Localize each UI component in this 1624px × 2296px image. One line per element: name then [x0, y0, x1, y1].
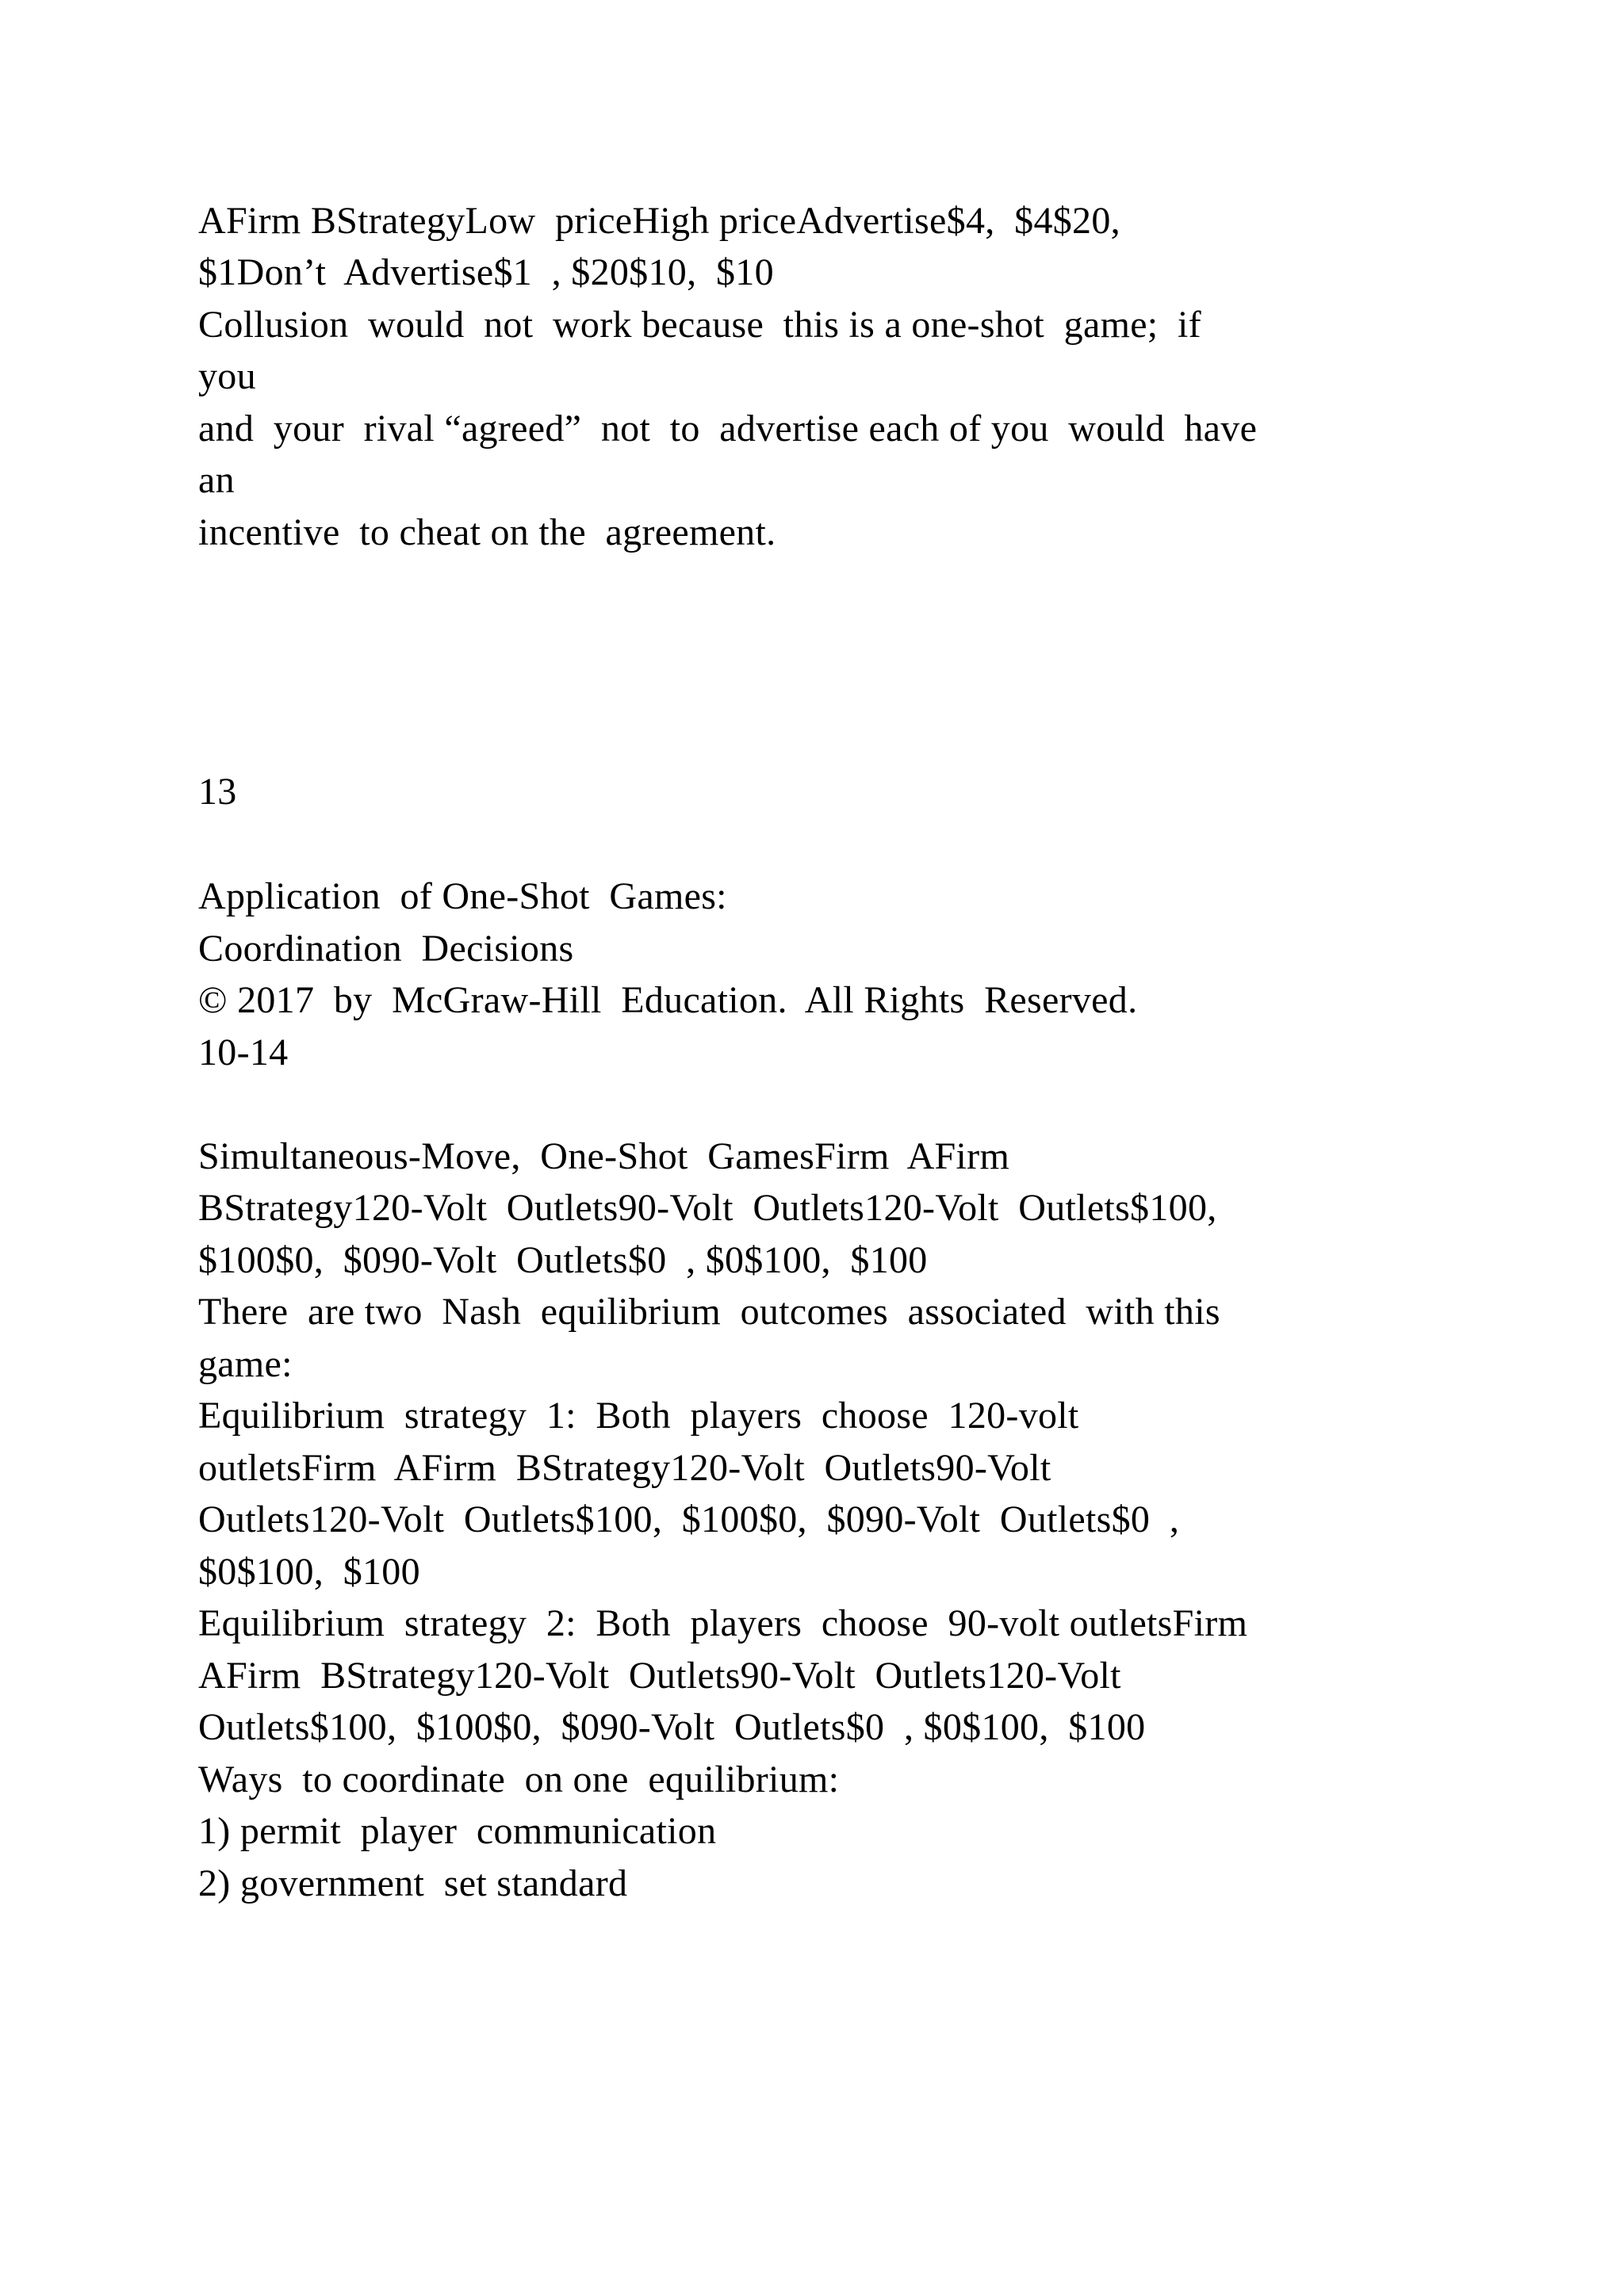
text-line: $0$100, $100	[198, 1551, 420, 1593]
text-line: BStrategy120-Volt Outlets90-Volt Outlets120-Volt Outlets$100,	[198, 1187, 1217, 1229]
text-line: incentive to cheat on the agreement.	[198, 511, 776, 553]
text-line: and your rival “agreed” not to advertise each of you would have	[198, 408, 1258, 450]
text-line: 2) government set standard	[198, 1862, 628, 1904]
text-line: you	[198, 355, 256, 397]
text-line: $1Don’t Advertise$1 , $20$10, $10	[198, 251, 774, 293]
page-number: 13	[198, 771, 237, 813]
copyright-line: © 2017 by McGraw-Hill Education. All Rights Reserved.	[198, 979, 1138, 1021]
slide-number: 10-14	[198, 1031, 289, 1073]
text-line: There are two Nash equilibrium outcomes associated with this	[198, 1291, 1220, 1333]
text-line: Equilibrium strategy 1: Both players choose 120-volt	[198, 1395, 1079, 1437]
text-line: Collusion would not work because this is a one-shot game; if	[198, 304, 1201, 346]
text-line: 1) permit player communication	[198, 1810, 717, 1852]
text-line: an	[198, 459, 235, 501]
text-line: Outlets120-Volt Outlets$100, $100$0, $090-Volt Outlets$0 ,	[198, 1498, 1180, 1540]
text-line: Ways to coordinate on one equilibrium:	[198, 1758, 840, 1800]
slide-title: Application of One-Shot Games:	[198, 875, 727, 917]
text-line: Outlets$100, $100$0, $090-Volt Outlets$0 , $0$100, $100	[198, 1706, 1146, 1748]
text-line: Simultaneous-Move, One-Shot GamesFirm AFirm	[198, 1135, 1010, 1177]
text-line: $100$0, $090-Volt Outlets$0 , $0$100, $100	[198, 1239, 928, 1281]
text-line: AFirm BStrategyLow priceHigh priceAdvertise$4, $4$20,	[198, 200, 1120, 242]
text-line: game:	[198, 1343, 293, 1385]
text-line: Equilibrium strategy 2: Both players choose 90-volt outletsFirm	[198, 1602, 1248, 1644]
slide-subtitle: Coordination Decisions	[198, 928, 574, 970]
text-line: outletsFirm AFirm BStrategy120-Volt Outlets90-Volt	[198, 1447, 1051, 1489]
text-line: AFirm BStrategy120-Volt Outlets90-Volt Outlets120-Volt	[198, 1655, 1121, 1697]
